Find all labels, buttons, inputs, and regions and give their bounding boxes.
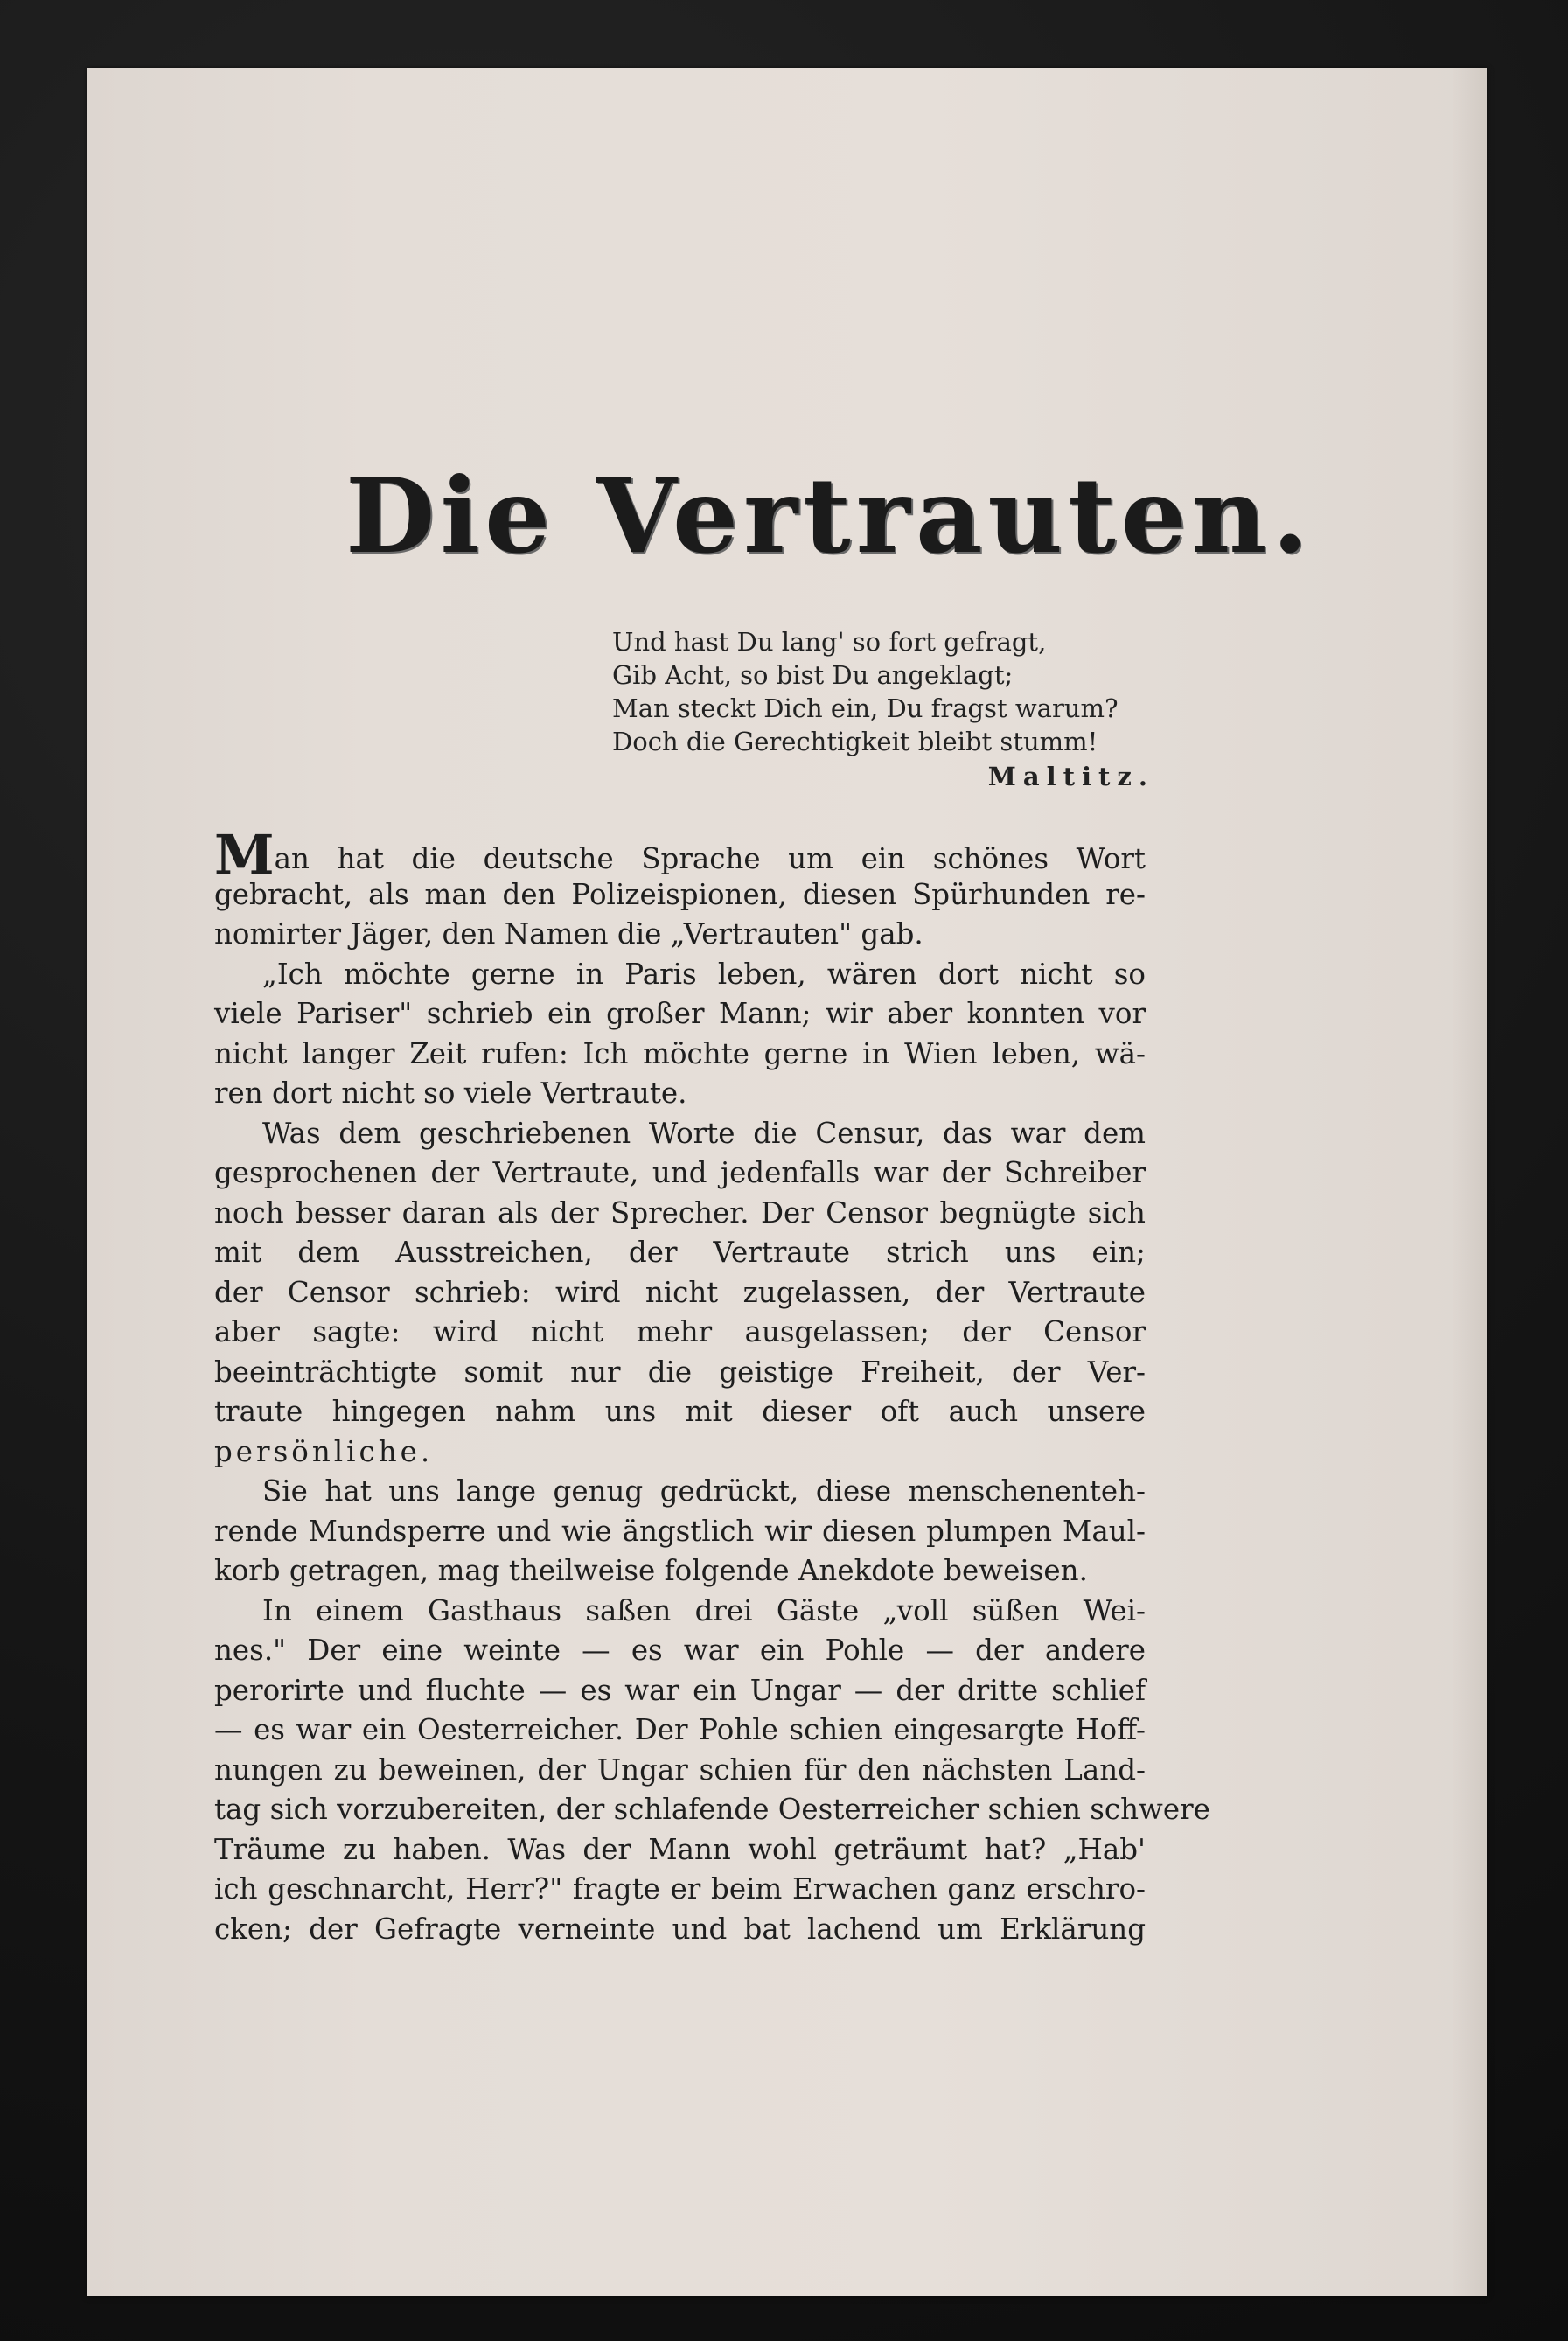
text-line: nicht langer Zeit rufen: Ich möchte gerne in Wien leben, wä- <box>214 1036 1146 1070</box>
text-line: persönliche. <box>214 1434 434 1468</box>
epigraph <box>612 625 1154 793</box>
text-line <box>214 823 1146 887</box>
text-line: mit dem Ausstreichen, der Vertraute strich uns ein; <box>214 1236 1146 1269</box>
text-line-content: an hat die deutsche Sprache um ein schönes Wort <box>274 842 1146 875</box>
text-line: perorirte und fluchte — es war ein Ungar — der dritte schlief <box>214 1673 1146 1707</box>
text-line: Sie hat uns lange genug gedrückt, diese menschenenteh- <box>262 1474 1146 1508</box>
text-line: cken; der Gefragte verneinte und bat lachend um Erklärung <box>214 1912 1146 1946</box>
text-line: der Censor schrieb: wird nicht zugelassen, der Vertraute <box>214 1275 1146 1309</box>
epigraph-line: Und hast Du lang' so fort gefragt, <box>612 627 1047 657</box>
text-line: nomirter Jäger, den Namen die „Vertrauten" gab. <box>214 917 923 951</box>
epigraph-author: Maltitz. <box>987 762 1154 791</box>
text-line: „Ich möchte gerne in Paris leben, wären dort nicht so <box>262 957 1146 991</box>
text-line: traute hingegen nahm uns mit dieser oft auch unsere <box>214 1395 1146 1428</box>
epigraph-line: Man steckt Dich ein, Du fragst warum? <box>612 693 1119 723</box>
text-line: rende Mundsperre und wie ängstlich wir diesen plumpen Maul- <box>214 1514 1146 1548</box>
text-line: ich geschnarcht, Herr?" fragte er beim Erwachen ganz erschro- <box>214 1872 1146 1906</box>
text-line: beeinträchtigte somit nur die geistige Freiheit, der Ver- <box>214 1355 1146 1389</box>
text-line: aber sagte: wird nicht mehr ausgelassen; der Censor <box>214 1315 1146 1348</box>
text-line: Was dem geschriebenen Worte die Censur, das war dem <box>262 1116 1146 1150</box>
drop-cap: M <box>214 823 275 887</box>
text-line: viele Pariser" schrieb ein großer Mann; wir aber konnten vor <box>214 997 1146 1030</box>
text-line: gebracht, als man den Polizeispionen, diesen Spürhunden re- <box>214 877 1146 911</box>
text-line: nungen zu beweinen, der Ungar schien für den nächsten Land- <box>214 1752 1146 1787</box>
epigraph-line: Gib Acht, so bist Du angeklagt; <box>612 660 1014 690</box>
text-line: Träume zu haben. Was der Mann wohl geträumt hat? „Hab' <box>214 1832 1146 1866</box>
text-line: tag sich vorzubereiten, der schlafende Oesterreicher schien schwere <box>214 1793 1210 1826</box>
body-text <box>214 823 1210 1949</box>
text-line: korb getragen, mag theilweise folgende Anekdote beweisen. <box>214 1554 1088 1587</box>
text-line: gesprochenen der Vertraute, und jedenfalls war der Schreiber <box>214 1156 1146 1189</box>
text-line: — es war ein Oesterreicher. Der Pohle schien eingesargte Hoff- <box>214 1713 1146 1746</box>
text-line: noch besser daran als der Sprecher. Der Censor begnügte sich <box>214 1195 1146 1230</box>
text-line: ren dort nicht so viele Vertraute. <box>214 1076 687 1110</box>
document-title: Die Vertrauten. <box>345 455 1314 576</box>
text-line: In einem Gasthaus saßen drei Gäste „voll süßen Wei- <box>262 1593 1146 1627</box>
epigraph-line: Doch die Gerechtigkeit bleibt stumm! <box>612 727 1098 756</box>
text-line: nes." Der eine weinte — es war ein Pohle — der andere <box>214 1634 1146 1667</box>
